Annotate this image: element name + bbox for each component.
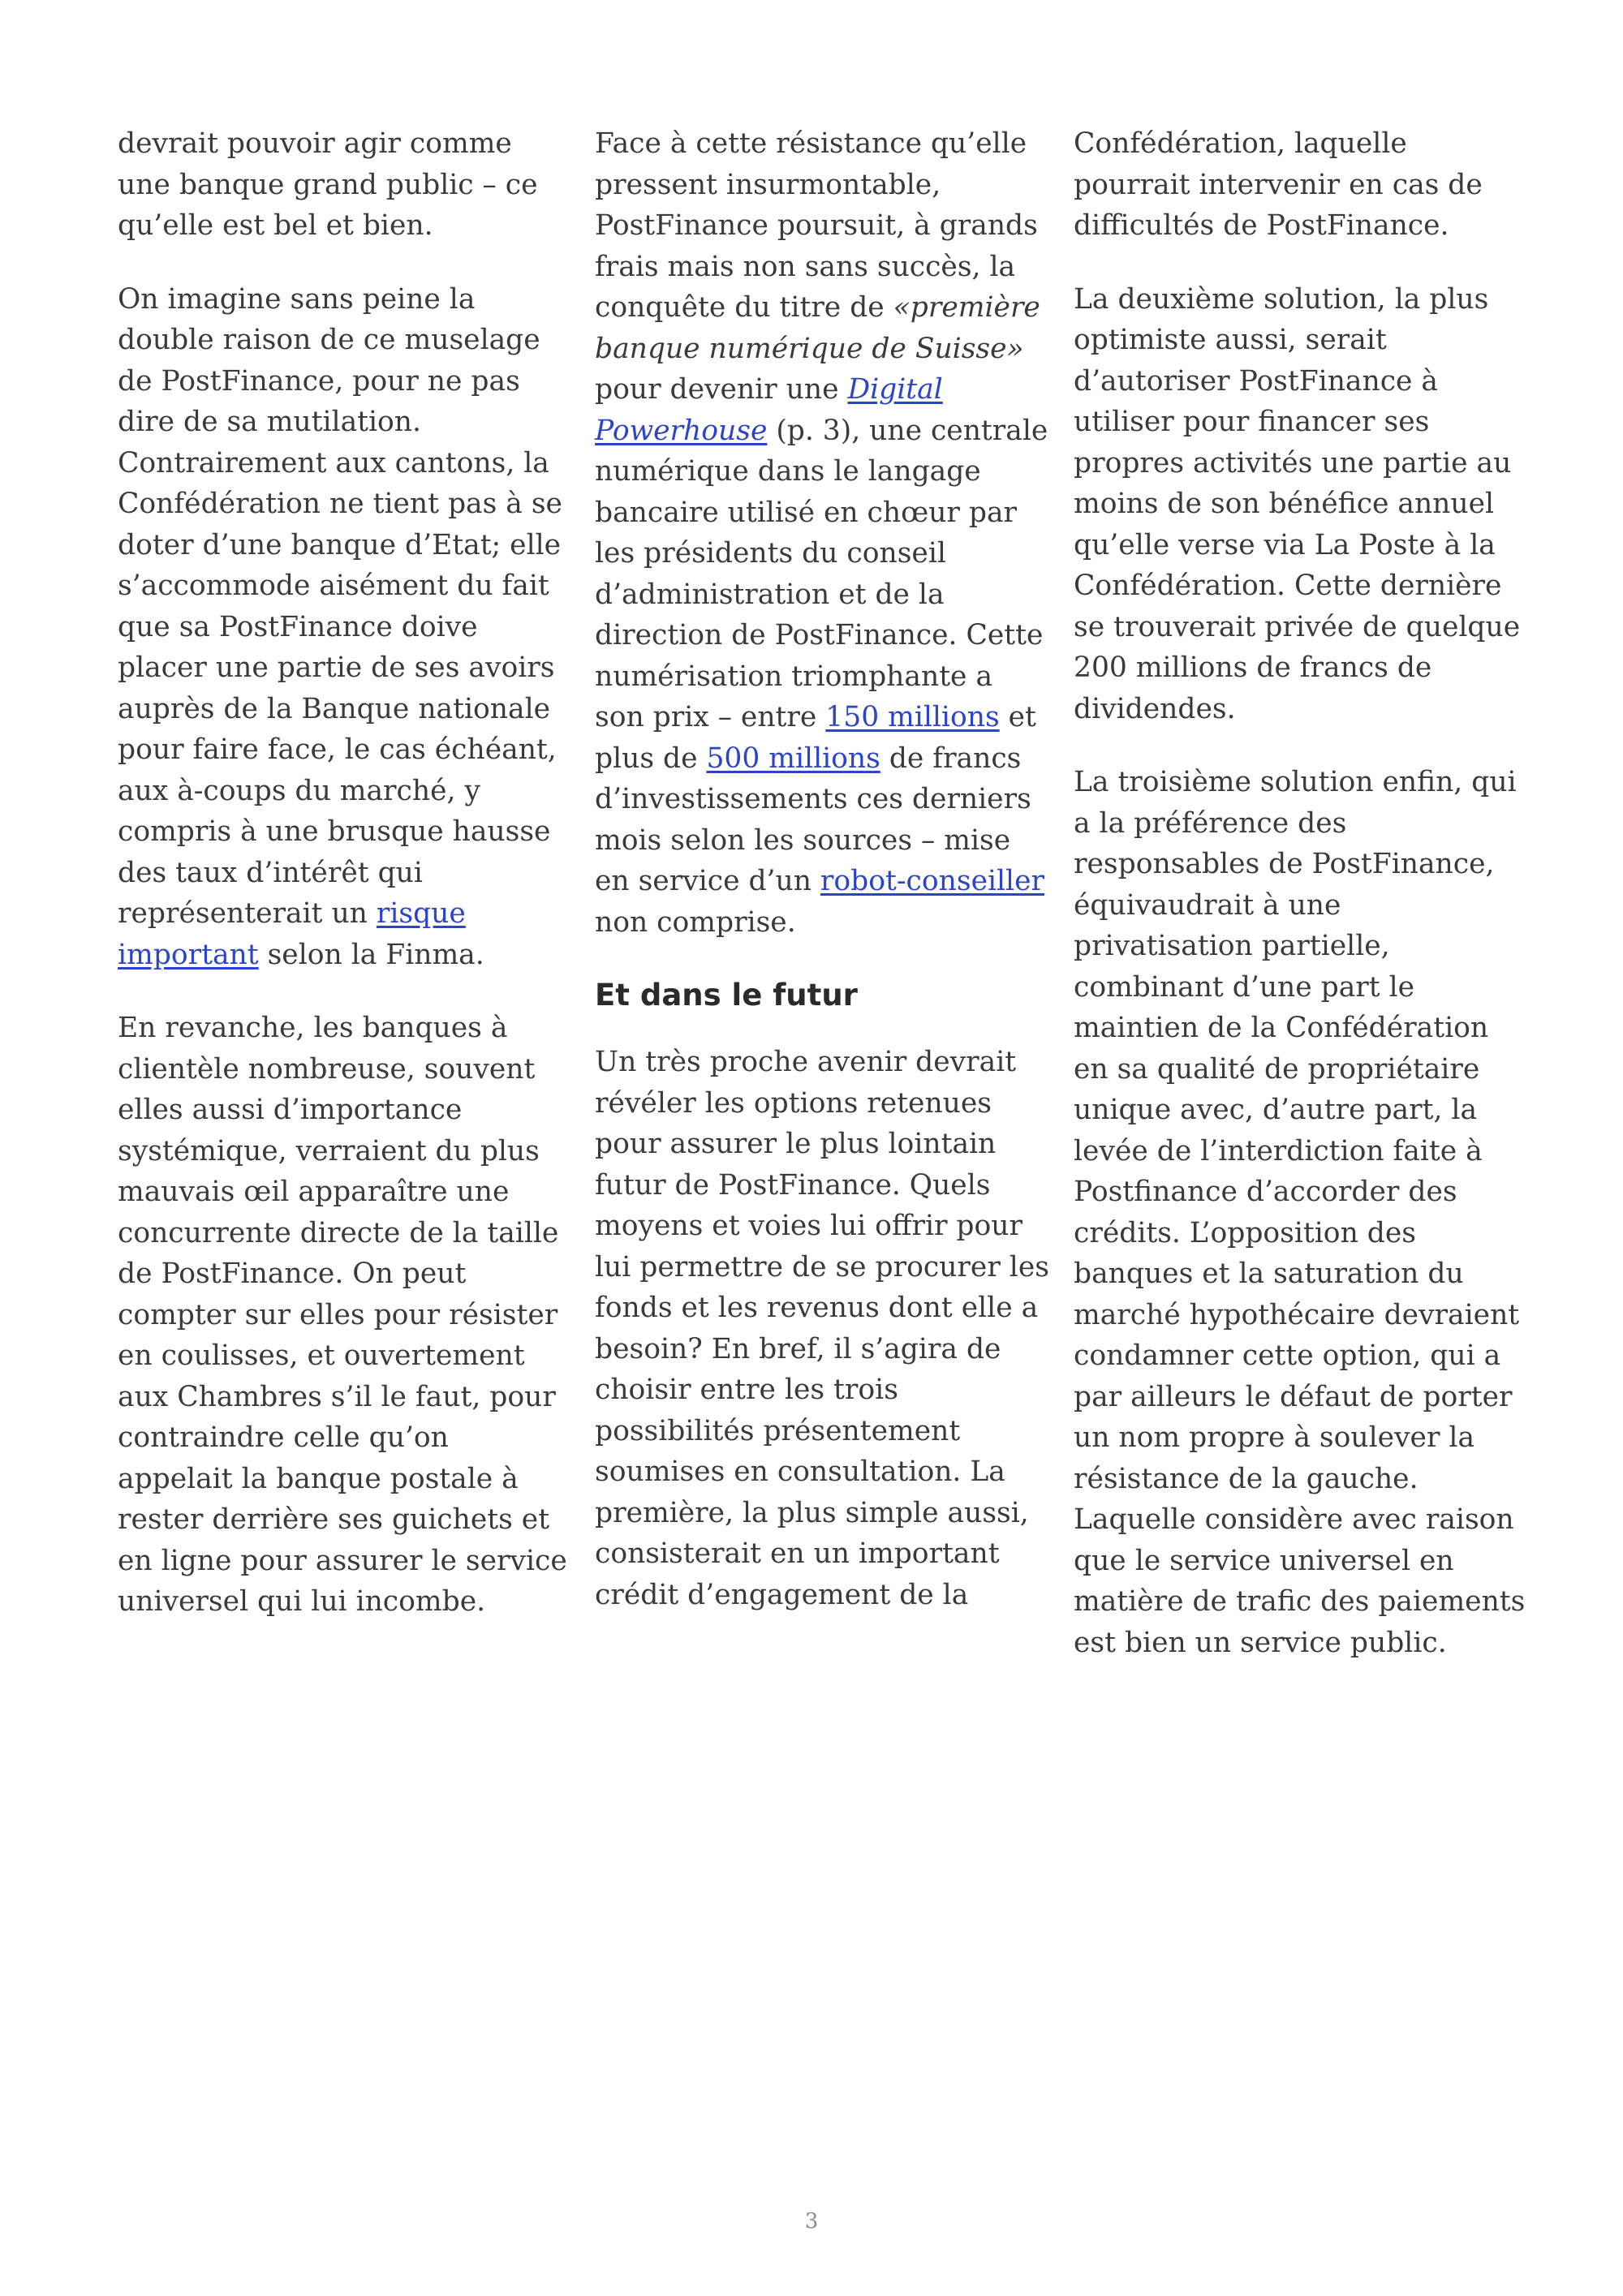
text-line: choisir entre les trois <box>595 1374 898 1406</box>
link-risque-important[interactable]: risque <box>376 897 466 930</box>
text-line: mois selon les sources – mise <box>595 823 1011 857</box>
italic-quote: banque numérique de Suisse» <box>595 332 1024 365</box>
text-line: responsables de PostFinance, <box>1074 848 1495 880</box>
text-line: que sa PostFinance doive <box>118 610 478 643</box>
section-heading: Et dans le futur <box>595 978 858 1013</box>
text-line <box>595 411 1048 452</box>
text-line: révéler les options retenues <box>595 1086 992 1120</box>
text-line: par ailleurs le défaut de porter <box>1074 1380 1513 1413</box>
text-line: pressent insurmontable, <box>595 168 941 201</box>
text-line: crédit d’engagement de la <box>595 1578 969 1611</box>
text-line: difficultés de PostFinance. <box>1074 209 1449 242</box>
link-text: Powerhouse <box>595 414 768 447</box>
text-line: de PostFinance, pour ne pas <box>118 364 520 398</box>
text-segment: conquête du titre de <box>595 291 893 324</box>
paragraph <box>118 123 556 247</box>
text-line: maintien de la Confédération <box>1074 1012 1489 1044</box>
text-line: Confédération. Cette dernière <box>1074 570 1502 602</box>
italic-quote: «première <box>893 291 1040 324</box>
text-line: mauvais œil apparaître une <box>118 1176 510 1208</box>
text-line: d’autoriser PostFinance à <box>1074 364 1438 398</box>
text-line: matière de trafic des paiements <box>1074 1585 1526 1618</box>
text-line: consisterait en un important <box>595 1537 1000 1570</box>
text-column-1 <box>118 123 567 1623</box>
text-segment: (p. 3), une centrale <box>767 414 1048 447</box>
text-line: universel qui lui incombe. <box>118 1585 486 1618</box>
text-line: banques et la saturation du <box>1074 1258 1464 1290</box>
text-line: auprès de la Banque nationale <box>118 692 551 725</box>
text-segment: selon la Finma. <box>258 938 484 971</box>
text-line: levée de l’interdiction faite à <box>1074 1134 1483 1167</box>
text-segment: pour devenir une <box>595 373 848 406</box>
text-line: de PostFinance. On peut <box>118 1258 467 1290</box>
text-line <box>118 935 556 976</box>
text-line: d’administration et de la <box>595 578 945 611</box>
text-segment: représenterait un <box>118 897 377 930</box>
text-segment: et <box>999 701 1036 733</box>
text-line: optimiste aussi, serait <box>1074 324 1387 356</box>
paragraph <box>118 1008 567 1623</box>
text-line: Laquelle considère avec raison <box>1074 1503 1514 1536</box>
text-line <box>595 738 1033 780</box>
text-line: crédits. L’opposition des <box>1074 1216 1416 1249</box>
text-line: un nom propre à soulever la <box>1074 1421 1475 1454</box>
text-line: que le service universel en <box>1074 1544 1454 1577</box>
text-line: première, la plus simple aussi, <box>595 1496 1029 1529</box>
text-line: pour faire face, le cas échéant, <box>118 733 557 766</box>
link-robot-conseiller[interactable]: robot-conseiller <box>820 865 1044 897</box>
text-line: une banque grand public – ce <box>118 168 538 201</box>
link-150-millions[interactable]: 150 millions <box>825 701 1000 733</box>
text-segment: plus de <box>595 742 707 775</box>
text-line: Face à cette résistance qu’elle <box>595 127 1027 160</box>
text-line: non comprise. <box>595 905 796 939</box>
link-text: Digital <box>847 373 943 406</box>
text-line: Confédération ne tient pas à se <box>118 488 562 520</box>
text-line: se trouverait privée de quelque <box>1074 610 1521 643</box>
text-line: lui permettre de se procurer les <box>595 1250 1049 1283</box>
text-line: condamner cette option, qui a <box>1074 1339 1501 1372</box>
text-line: La deuxième solution, la plus <box>1074 282 1489 316</box>
text-line: systémique, verraient du plus <box>118 1134 540 1167</box>
paragraph <box>595 123 1048 943</box>
text-line: pourrait intervenir en cas de <box>1074 168 1483 201</box>
text-line: qu’elle est bel et bien. <box>118 209 433 242</box>
text-line: marché hypothécaire devraient <box>1074 1298 1520 1331</box>
paragraph <box>1074 762 1526 1663</box>
text-segment: en service d’un <box>595 865 820 897</box>
text-line: aux Chambres s’il le faut, pour <box>118 1380 556 1413</box>
paragraph <box>118 279 562 976</box>
text-line: concurrente directe de la taille <box>118 1216 559 1249</box>
text-line: 200 millions de francs de <box>1074 651 1432 684</box>
text-line: en coulisses, et ouvertement <box>118 1339 525 1372</box>
text-line <box>595 287 1040 329</box>
text-column-2 <box>595 123 1049 1615</box>
text-line: des taux d’intérêt qui <box>118 856 423 889</box>
text-line: elles aussi d’importance <box>118 1094 463 1126</box>
text-line <box>595 369 1033 411</box>
page-number: 3 <box>804 2209 819 2234</box>
text-line: les présidents du conseil <box>595 537 946 570</box>
text-line: besoin? En bref, il s’agira de <box>595 1332 1001 1365</box>
text-line: d’investissements ces derniers <box>595 783 1031 815</box>
link-digital-powerhouse[interactable] <box>847 373 942 406</box>
text-line <box>595 329 1033 370</box>
text-line: en sa qualité de propriétaire <box>1074 1052 1480 1086</box>
text-line: Postfinance d’accorder des <box>1074 1176 1457 1208</box>
text-line: placer une partie de ses avoirs <box>118 651 555 684</box>
text-line: moins de son bénéfice annuel <box>1074 488 1495 520</box>
text-line: bancaire utilisé en chœur par <box>595 496 1018 529</box>
text-line: privatisation partielle, <box>1074 930 1390 962</box>
text-line: On imagine sans peine la <box>118 282 476 316</box>
text-line <box>595 861 1044 902</box>
text-line: numérique dans le langage <box>595 455 981 488</box>
text-line: Contrairement aux cantons, la <box>118 446 549 479</box>
link-risque-important-cont[interactable]: important <box>118 938 259 971</box>
text-line: compter sur elles pour résister <box>118 1298 558 1331</box>
text-segment: son prix – entre <box>595 701 826 733</box>
text-line: La troisième solution enfin, qui <box>1074 766 1517 798</box>
text-line: Un très proche avenir devrait <box>595 1046 1017 1078</box>
text-line: PostFinance poursuit, à grands <box>595 209 1038 242</box>
text-line: a la préférence des <box>1074 806 1347 840</box>
text-line: fonds et les revenus dont elle a <box>595 1292 1039 1324</box>
text-line: propres activités une partie au <box>1074 446 1512 479</box>
text-line: s’accommode aisément du fait <box>118 570 549 602</box>
text-line: dire de sa mutilation. <box>118 406 421 438</box>
text-line: dividendes. <box>1074 692 1236 725</box>
text-line: compris à une brusque hausse <box>118 815 551 848</box>
link-500-millions[interactable]: 500 millions <box>706 742 880 775</box>
text-line: Confédération, laquelle <box>1074 127 1407 160</box>
text-line: frais mais non sans succès, la <box>595 250 1016 283</box>
text-segment: de francs <box>880 742 1022 775</box>
paragraph <box>595 1042 1049 1615</box>
text-line: utiliser pour financer ses <box>1074 406 1430 438</box>
text-line: futur de PostFinance. Quels <box>595 1168 991 1202</box>
paragraph <box>1074 279 1521 730</box>
text-line: direction de PostFinance. Cette <box>595 619 1044 651</box>
text-line: appelait la banque postale à <box>118 1462 519 1495</box>
text-line: En revanche, les banques à <box>118 1012 508 1044</box>
text-line: doter d’une banque d’Etat; elle <box>118 528 562 561</box>
text-line: équivaudrait à une <box>1074 888 1341 922</box>
text-line: contraindre celle qu’on <box>118 1421 449 1454</box>
text-line: est bien un service public. <box>1074 1626 1447 1659</box>
text-line: en ligne pour assurer le service <box>118 1544 567 1577</box>
text-line: double raison de ce muselage <box>118 324 540 356</box>
text-line: pour assurer le plus lointain <box>595 1128 997 1160</box>
paragraph <box>1074 123 1512 247</box>
text-line: résistance de la gauche. <box>1074 1462 1419 1495</box>
text-line: aux à-coups du marché, y <box>118 774 480 807</box>
text-column-3 <box>1074 123 1526 1663</box>
text-line <box>595 697 1036 738</box>
text-line: possibilités présentement <box>595 1414 961 1447</box>
text-line: rester derrière ses guichets et <box>118 1503 550 1536</box>
text-line: unique avec, d’autre part, la <box>1074 1094 1478 1126</box>
text-line: clientèle nombreuse, souvent <box>118 1052 536 1086</box>
text-line: soumises en consultation. La <box>595 1455 1005 1488</box>
text-line: combinant d’une part le <box>1074 970 1415 1004</box>
text-line: qu’elle verse via La Poste à la <box>1074 528 1496 561</box>
text-line <box>118 893 556 935</box>
text-line: moyens et voies lui offrir pour <box>595 1210 1023 1242</box>
text-line: devrait pouvoir agir comme <box>118 127 512 160</box>
link-digital-powerhouse-cont[interactable] <box>595 415 767 447</box>
text-line: numérisation triomphante a <box>595 660 993 693</box>
